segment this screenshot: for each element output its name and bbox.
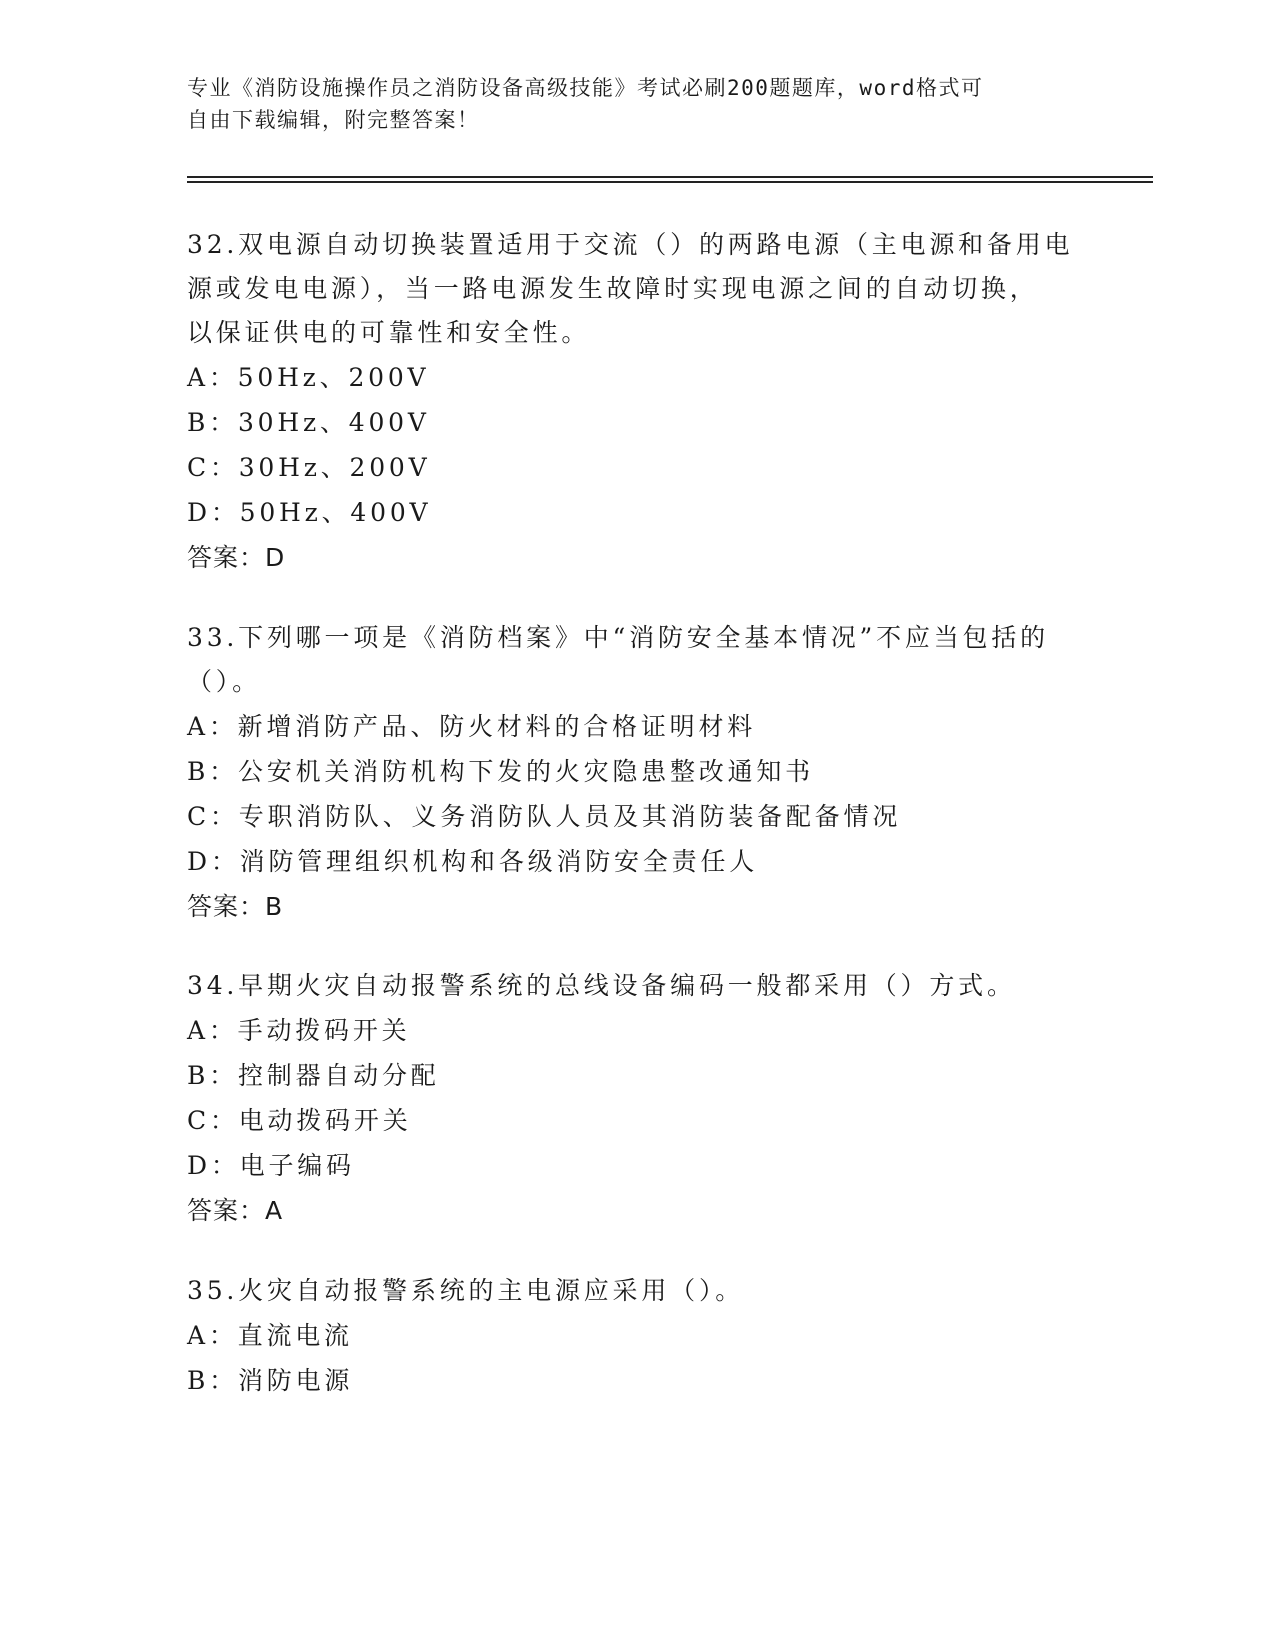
answer: 答案：B <box>187 892 284 921</box>
document-header <box>187 72 1067 136</box>
option-b: B：消防电源 <box>187 1366 354 1395</box>
question-stem-line: （）。 <box>187 667 261 696</box>
question-stem-line: 33.下列哪一项是《消防档案》中“消防安全基本情况”不应当包括的 <box>187 623 1049 652</box>
question-34 <box>187 964 1087 1233</box>
header-divider-top <box>187 176 1153 178</box>
option-c: C：专职消防队、义务消防队人员及其消防装备配备情况 <box>187 802 902 831</box>
option-b: B：公安机关消防机构下发的火灾隐患整改通知书 <box>187 757 814 786</box>
option-a: A：新增消防产品、防火材料的合格证明材料 <box>187 712 757 741</box>
question-stem-line: 35.火灾自动报警系统的主电源应采用（）。 <box>187 1276 745 1305</box>
question-33 <box>187 616 1087 929</box>
question-stem-line: 32.双电源自动切换装置适用于交流（）的两路电源（主电源和备用电 <box>187 230 1074 259</box>
answer: 答案：D <box>187 543 286 572</box>
question-stem-line: 34.早期火灾自动报警系统的总线设备编码一般都采用（）方式。 <box>187 971 1016 1000</box>
header-line-1: 专业《消防设施操作员之消防设备高级技能》考试必刷200题题库，word格式可 <box>187 76 984 100</box>
option-d: D：50Hz、400V <box>187 498 432 527</box>
option-a: A：50Hz、200V <box>187 363 430 392</box>
header-line-2: 自由下载编辑，附完整答案！ <box>187 108 480 132</box>
option-b: B：30Hz、400V <box>187 408 430 437</box>
question-35 <box>187 1269 1087 1403</box>
option-d: D：消防管理组织机构和各级消防安全责任人 <box>187 847 759 876</box>
answer: 答案：A <box>187 1196 284 1225</box>
header-divider-bottom <box>187 181 1153 183</box>
question-stem-line: 以保证供电的可靠性和安全性。 <box>187 318 591 347</box>
option-c: C：30Hz、200V <box>187 453 431 482</box>
option-c: C：电动拨码开关 <box>187 1106 412 1135</box>
option-d: D：电子编码 <box>187 1151 355 1180</box>
question-stem-line: 源或发电电源），当一路电源发生故障时实现电源之间的自动切换， <box>187 274 1039 303</box>
option-b: B：控制器自动分配 <box>187 1061 440 1090</box>
question-32 <box>187 223 1087 580</box>
option-a: A：手动拨码开关 <box>187 1016 411 1045</box>
option-a: A：直流电流 <box>187 1321 353 1350</box>
